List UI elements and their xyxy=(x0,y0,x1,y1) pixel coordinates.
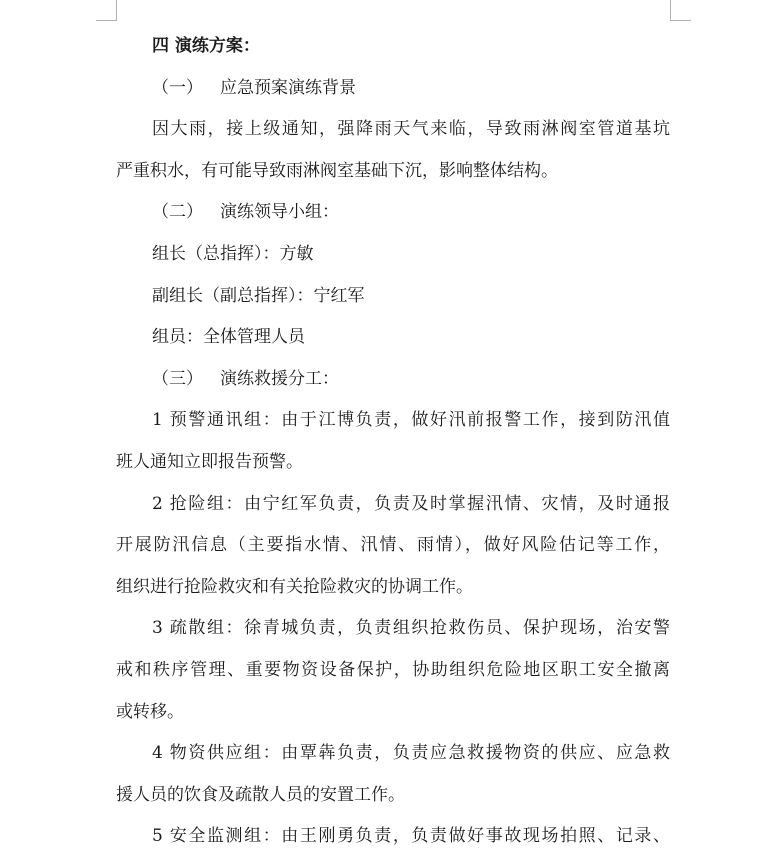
background-paragraph-line: 严重积水，有可能导致雨淋阀室基础下沉，影响整体结构。 xyxy=(116,160,558,181)
group-paragraph-line: 或转移。 xyxy=(116,701,184,722)
members-line: 组员：全体管理人员 xyxy=(152,327,305,348)
subsection-title: 演练领导小组： xyxy=(220,202,339,223)
subsection-heading-3 xyxy=(116,359,670,401)
group-paragraph-line: 3 疏散组：徐青城负责，负责组织抢救伤员、保护现场，治安警 xyxy=(152,618,670,639)
subsection-number: （三） xyxy=(152,368,203,389)
group-paragraph-line: 组织进行抢险救灾和有关抢险救灾的协调工作。 xyxy=(116,576,473,597)
subsection-number: （一） xyxy=(152,77,203,98)
crop-mark-right-h xyxy=(670,20,691,21)
crop-mark-left xyxy=(116,0,117,20)
deputy-leader-line: 副组长（副总指挥）：宁红军 xyxy=(152,285,365,306)
group-paragraph-line: 援人员的饮食及疏散人员的安置工作。 xyxy=(116,784,405,805)
subsection-number: （二） xyxy=(152,202,203,223)
group-paragraph-line: 班人通知立即报告预警。 xyxy=(116,451,303,472)
group-paragraph-line: 2 抢险组：由宁红军负责，负责及时掌握汛情、灾情，及时通报 xyxy=(152,493,670,514)
subsection-title: 演练救援分工： xyxy=(220,368,339,389)
subsection-heading-2 xyxy=(116,192,670,234)
crop-mark-left-h xyxy=(96,20,117,21)
group-paragraph-line: 戒和秩序管理、重要物资设备保护，协助组织危险地区职工安全撤离 xyxy=(116,659,670,680)
group-paragraph-line: 开展防汛信息（主要指水情、汛情、雨情），做好风险估记等工作， xyxy=(116,535,670,556)
leader-line: 组长（总指挥）：方敏 xyxy=(152,243,314,264)
group-paragraph-line: 1 预警通讯组：由于江博负责，做好汛前报警工作，接到防汛值 xyxy=(152,410,670,431)
group-paragraph-line: 4 物资供应组：由覃犇负责，负责应急救援物资的供应、应急救 xyxy=(152,743,670,764)
document-body xyxy=(116,26,670,858)
section-title: 四 演练方案： xyxy=(152,36,260,56)
subsection-heading-1 xyxy=(116,68,670,110)
background-paragraph-line: 因大雨，接上级通知，强降雨天气来临，导致雨淋阀室管道基坑 xyxy=(152,119,670,140)
subsection-title: 应急预案演练背景 xyxy=(220,77,356,98)
crop-mark-right xyxy=(670,0,671,20)
group-paragraph-line: 5 安全监测组：由王刚勇负责，负责做好事故现场拍照、记录、 xyxy=(152,826,670,847)
